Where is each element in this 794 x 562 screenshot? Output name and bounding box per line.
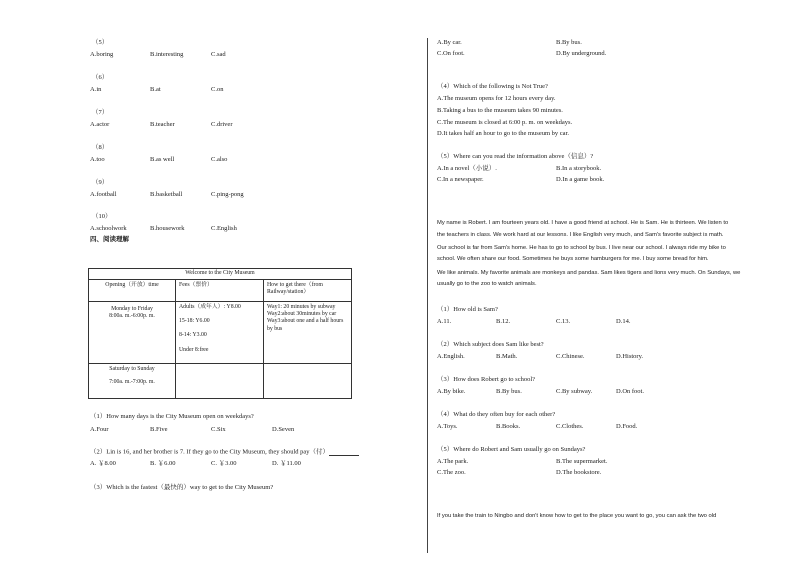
question-text: （4）What do they often buy for each other? [437,411,556,418]
option-a: A.football [90,191,117,198]
option-c: C.also [211,156,228,163]
section-heading: 四、阅读理解 [90,236,129,243]
option-c: C.13. [556,318,571,325]
option-a: A.Toys. [437,423,458,430]
ways-cell [264,302,352,364]
question-number: （6） [92,74,109,81]
option-d: D.The bookstore. [556,469,602,476]
option-d: D.In a game book. [556,176,605,183]
option-a: A.too [90,156,105,163]
option-a: A.Four [90,426,109,433]
question-number: （7） [92,109,109,116]
option-b: B.housework [150,225,185,232]
option-a: A.in [90,86,102,93]
question-number: （5） [92,39,109,46]
question-text: （1）How old is Sam? [437,306,498,313]
option-d: D.14. [616,318,631,325]
option-b: B.interesting [150,51,184,58]
weekday-hours-cell [89,302,176,364]
passage-line: usually go to the zoo to watch animals. [437,281,537,287]
fee-under-8: Under 8:free [179,346,209,353]
option-b: B.Books. [496,423,521,430]
passage-line: the teachers in class. We work hard at our lessons. I like English very much, and Sam's favorite subject is math. [437,232,724,238]
option-c: C.Six [211,426,226,433]
option-a: A.11. [437,318,452,325]
option-c: C.By subway. [556,388,593,395]
question-number: （9） [92,179,109,186]
option-b: B.Five [150,426,168,433]
option-b: B.Taking a bus to the museum takes 90 minutes. [437,107,563,114]
passage-line: We like animals. My favorite animals are monkeys and pandas. Sam likes tigers and lions very much. On Sundays, we [437,270,741,276]
question-number: （10） [92,213,112,220]
header-how-to-get: How to get there（from Railway/station） [264,280,352,302]
option-c: C.On foot. [437,50,465,57]
column-divider [427,38,428,553]
option-d: D.It takes half an hour to go to the museum by car. [437,130,569,137]
empty-cell [176,364,264,399]
weekend-label: Saturday to Sunday [109,366,155,372]
option-a: A. ￥8.00 [90,460,116,467]
option-a: A.English. [437,353,465,360]
answer-blank [329,449,359,456]
question-text: （2）Which subject does Sam like best? [437,341,544,348]
option-d: D.By underground. [556,50,607,57]
option-c: C.sad [211,51,226,58]
question-text: （1）How many days is the City Museum open on weekdays? [90,413,254,420]
fee-8-14: 8-14: Y3.00 [179,332,207,339]
fee-15-18: 15-18: Y6.00 [179,318,210,325]
option-a: A.The museum opens for 12 hours every day. [437,95,556,102]
option-b: B.In a storybook. [556,165,602,172]
empty-cell [264,364,352,399]
way-car: Way2:about 30minutes by car [267,311,337,318]
question-number: （8） [92,144,109,151]
option-c: C.In a newspaper. [437,176,484,183]
header-fees: Fees（票价） [176,280,264,302]
option-b: B.By bus. [556,39,582,46]
option-b: B.at [150,86,161,93]
question-text: （3）How does Robert go to school? [437,376,536,383]
passage-line: school. We often share our food. Sometimes he buys some hamburgers for me. I buy some bread for him. [437,256,709,262]
weekend-hours-cell [89,364,176,399]
option-c: C.ping-pong [211,191,244,198]
question-text: （4）Which of the following is Not True? [437,83,548,90]
option-d: D.History. [616,353,644,360]
option-d: D. ￥11.00 [272,460,301,467]
passage-line: My name is Robert. I am fourteen years old. I have a good friend at school. He is Sam. He is thirteen. We listen to [437,220,729,226]
weekday-label: Monday to Friday [111,306,153,312]
reading-question-3: （3）Which is the fastest（最快的）way to get to the City Museum? [90,484,274,491]
option-a: A.In a novel（小说）. [437,165,497,172]
weekend-time: 7:00a. m.-7:00p. m. [109,379,155,386]
way-subway: Way1: 20 minutes by subway [267,304,336,310]
option-c: C.The zoo. [437,469,466,476]
option-a: A.boring [90,51,114,58]
option-b: B.The supermarket. [556,458,608,465]
table-title: Welcome to the City Museum [89,269,352,280]
weekday-time: 8:00a. m.-6:00p. m. [109,313,155,320]
question-text: （2）Lin is 16, and her brother is 7. If they go to the City Museum, they should pay（付） [90,449,359,456]
option-b: B.12. [496,318,511,325]
passage-line: Our school is far from Sam's home. He has to go to school by bus. I live near our school. I always ride my bike to [437,245,726,251]
next-passage-start: If you take the train to Ningbo and don't know how to get to the place you want to go, you can ask the two old [437,513,717,519]
option-a: A.By bike. [437,388,466,395]
option-d: D.Food. [616,423,638,430]
option-a: A.By car. [437,39,462,46]
option-d: D.Seven [272,426,295,433]
option-c: C.Chinese. [556,353,585,360]
question-text: （5）Where can you read the information above（信息）? [437,153,594,160]
option-c: C.Clothes. [556,423,584,430]
option-a: A.The park. [437,458,469,465]
fee-adults: Adults（成年人）: Y8.00 [179,304,241,310]
fees-cell [176,302,264,364]
museum-info-table [88,268,352,399]
option-c: C.The museum is closed at 6:00 p. m. on weekdays. [437,119,573,126]
option-b: B.Math. [496,353,518,360]
option-b: B.teacher [150,121,175,128]
option-d: D.On foot. [616,388,644,395]
option-a: A.schoolwork [90,225,127,232]
option-c: C. ￥3.00 [211,460,237,467]
option-b: B.basketball [150,191,183,198]
option-a: A.actor [90,121,110,128]
way-bus: Way3:about one and a half hours by bus [267,318,344,332]
option-b: B.as well [150,156,175,163]
option-b: B. ￥6.00 [150,460,176,467]
option-c: C.on [211,86,224,93]
question-text: （5）Where do Robert and Sam usually go on Sundays? [437,446,586,453]
header-opening-time: Opening（开放）time [89,280,176,302]
option-c: C.English [211,225,237,232]
option-b: B.By bus. [496,388,522,395]
option-c: C.driver [211,121,233,128]
